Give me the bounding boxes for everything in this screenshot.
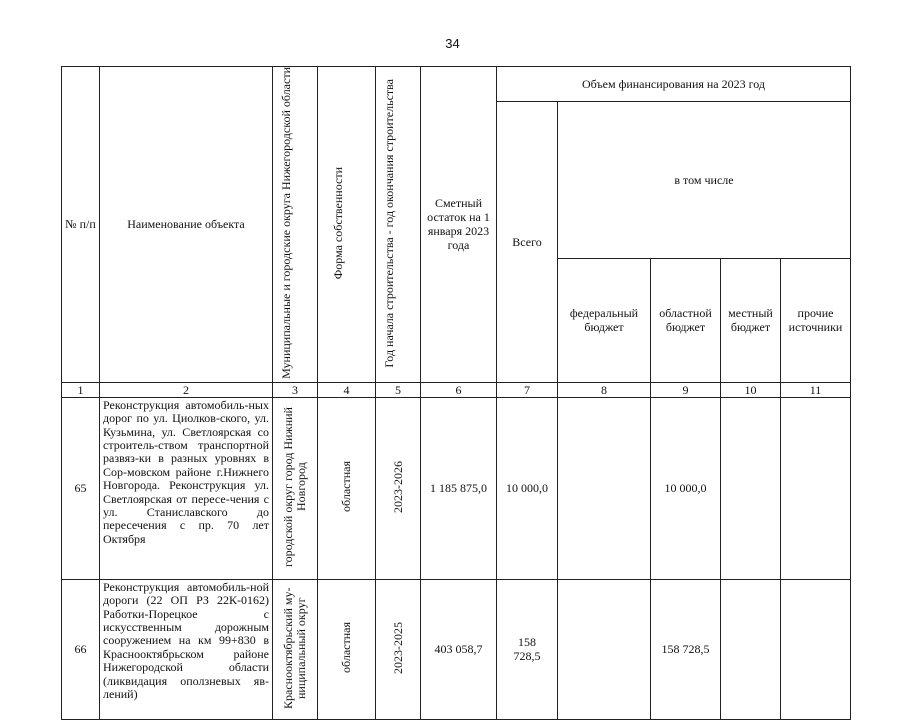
row-local	[721, 579, 781, 719]
header-federal: федеральный бюджет	[558, 258, 651, 382]
header-other: прочие источники	[781, 258, 851, 382]
column-numbers-row	[62, 382, 851, 397]
header-balance: Сметный остаток на 1 января 2023 года	[421, 67, 497, 383]
column-number: 5	[376, 382, 421, 397]
column-number: 8	[558, 382, 651, 397]
column-number: 9	[651, 382, 721, 397]
table-row	[62, 579, 851, 719]
row-other	[781, 579, 851, 719]
header-district: Муниципальные и городские округа Нижегородской области	[273, 67, 318, 383]
row-years: 2023-2025	[376, 579, 421, 719]
row-district: Краснооктябрьский му-ниципальный округ	[273, 579, 318, 719]
column-number: 11	[781, 382, 851, 397]
row-federal	[558, 397, 651, 579]
row-other	[781, 397, 851, 579]
row-federal	[558, 579, 651, 719]
row-object-name: Реконструкция автомобиль-ных дорог по ул. Циолков-ского, ул. Кузьмина, ул. Светлоярская со строитель-ством транспортной развяз-ки в разных уровнях в Сор-мовском районе г.Нижнего Новгорода. Реконструкция ул. Светлоярская от пересе-чения с ул. Станиславского до пересечения с пр. 70 лет Октября	[100, 397, 273, 579]
page-number: 34	[445, 36, 460, 51]
row-years: 2023-2026	[376, 397, 421, 579]
row-num: 66	[62, 579, 100, 719]
header-num: № п/п	[62, 67, 100, 383]
column-number: 4	[318, 382, 376, 397]
column-number: 7	[497, 382, 558, 397]
row-balance: 403 058,7	[421, 579, 497, 719]
row-local	[721, 397, 781, 579]
header-funding-group: Объем финансирования на 2023 год	[497, 67, 851, 102]
row-regional: 158 728,5	[651, 579, 721, 719]
column-number: 1	[62, 382, 100, 397]
row-ownership: областная	[318, 397, 376, 579]
header-including: в том числе	[558, 102, 851, 259]
header-object-name: Наименование объекта	[100, 67, 273, 383]
row-total: 10 000,0	[497, 397, 558, 579]
row-district: городской округ город Нижний Новгород	[273, 397, 318, 579]
column-number: 2	[100, 382, 273, 397]
column-number: 10	[721, 382, 781, 397]
header-ownership: Форма собственности	[318, 67, 376, 383]
header-years: Год начала строительства - год окончания строительства	[376, 67, 421, 383]
column-number: 3	[273, 382, 318, 397]
financing-table	[61, 66, 851, 720]
column-number: 6	[421, 382, 497, 397]
header-local: местный бюджет	[721, 258, 781, 382]
row-object-name: Реконструкция автомобиль-ной дороги (22 ОП РЗ 22К-0162) Работки-Порецкое с искусственным дорожным сооружением на км 99+830 в Краснооктябрьском районе Нижегородской области (ликвидация оползневых яв-лений)	[100, 579, 273, 719]
header-regional: областной бюджет	[651, 258, 721, 382]
row-ownership: областная	[318, 579, 376, 719]
row-total: 158 728,5	[497, 579, 558, 719]
table-row	[62, 397, 851, 579]
row-balance: 1 185 875,0	[421, 397, 497, 579]
header-total: Всего	[497, 102, 558, 383]
row-regional: 10 000,0	[651, 397, 721, 579]
row-num: 65	[62, 397, 100, 579]
